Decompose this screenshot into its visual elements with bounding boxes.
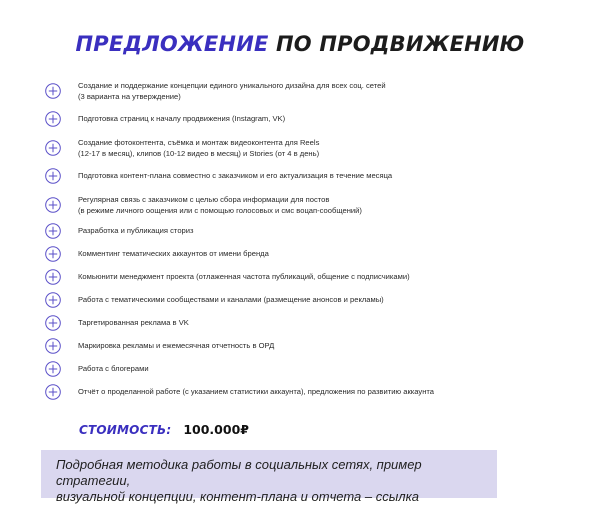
- service-line: Комментинг тематических аккаунтов от имени бренда: [78, 249, 269, 258]
- service-item: [44, 138, 320, 158]
- plus-circle-icon: [44, 139, 62, 157]
- banner-line: визуальной концепции, контент-плана и отчета – ссылка: [56, 489, 420, 504]
- plus-circle-icon: [44, 337, 62, 355]
- service-text: [78, 194, 362, 216]
- service-line: Маркировка рекламы и ежемесячная отчетность в ОРД: [78, 341, 275, 350]
- service-item: [44, 222, 194, 240]
- plus-circle-icon: [44, 82, 62, 100]
- price-row: [79, 422, 249, 437]
- service-line: Комьюнити менеджмент проекта (отлаженная частота публикаций, общение с подписчиками): [78, 272, 410, 281]
- plus-circle-icon: [44, 167, 62, 185]
- service-text: [78, 340, 274, 351]
- service-text: [78, 248, 269, 259]
- price-label: СТОИМОСТЬ:: [79, 423, 172, 437]
- service-line: Регулярная связь с заказчиком с целью сбора информации для постов: [78, 195, 330, 204]
- plus-circle-icon: [44, 268, 62, 286]
- service-line: Разработка и публикация сториз: [78, 226, 194, 235]
- service-item: [44, 195, 362, 215]
- service-item: [44, 383, 435, 401]
- service-line: Работа с тематическими сообществами и каналами (размещение анонсов и рекламы): [78, 295, 384, 304]
- page-title: [0, 30, 600, 58]
- service-line: Отчёт о проделанной работе (с указанием статистики аккаунта), предложения по развитию аккаунта: [78, 387, 435, 396]
- plus-circle-icon: [44, 110, 62, 128]
- service-item: [44, 110, 286, 128]
- plus-circle-icon: [44, 196, 62, 214]
- service-line: Подготовка страниц к началу продвижения (Instagram, VK): [78, 114, 286, 123]
- plus-circle-icon: [44, 291, 62, 309]
- service-text: [78, 225, 194, 236]
- service-text: [78, 80, 386, 102]
- title-accent: ПРЕДЛОЖЕНИЕ: [75, 32, 269, 56]
- plus-circle-icon: [44, 245, 62, 263]
- service-text: [78, 294, 384, 305]
- service-line: Создание фотоконтента, съёмка и монтаж видеоконтента для Reels: [78, 138, 320, 147]
- service-item: [44, 337, 275, 355]
- plus-circle-icon: [44, 383, 62, 401]
- methodology-link-banner[interactable]: [41, 450, 497, 504]
- service-text: [78, 363, 149, 374]
- service-text: [78, 137, 319, 159]
- service-text: [78, 170, 392, 181]
- title-rest: ПО ПРОДВИЖЕНИЮ: [268, 32, 525, 56]
- service-item: [44, 167, 393, 185]
- service-item: [44, 81, 386, 101]
- price-value: 100.000₽: [183, 422, 249, 437]
- service-item: [44, 314, 189, 332]
- service-item: [44, 291, 384, 309]
- service-item: [44, 360, 149, 378]
- service-item: [44, 268, 410, 286]
- plus-circle-icon: [44, 360, 62, 378]
- service-line: Таргетированная реклама в VK: [78, 318, 189, 327]
- service-line: (в режиме личного оощения или с помощью голосовых и смс воцап-сообщений): [78, 206, 362, 215]
- service-line: Создание и поддержание концепции единого уникального дизайна для всех соц. сетей: [78, 81, 386, 90]
- service-text: [78, 113, 285, 124]
- service-line: Подготовка контент-плана совместно с заказчиком и его актуализация в течение месяца: [78, 171, 393, 180]
- service-item: [44, 245, 269, 263]
- service-text: [78, 271, 410, 282]
- plus-circle-icon: [44, 222, 62, 240]
- banner-line: Подробная методика работы в социальных сетях, пример стратегии,: [56, 457, 422, 488]
- service-text: [78, 317, 189, 328]
- service-line: (12-17 в месяц), клипов (10-12 видео в месяц) и Stories (от 4 в день): [78, 149, 320, 158]
- service-line: Работа с блогерами: [78, 364, 149, 373]
- plus-circle-icon: [44, 314, 62, 332]
- service-text: [78, 386, 434, 397]
- service-line: (3 варианта на утверждение): [78, 92, 181, 101]
